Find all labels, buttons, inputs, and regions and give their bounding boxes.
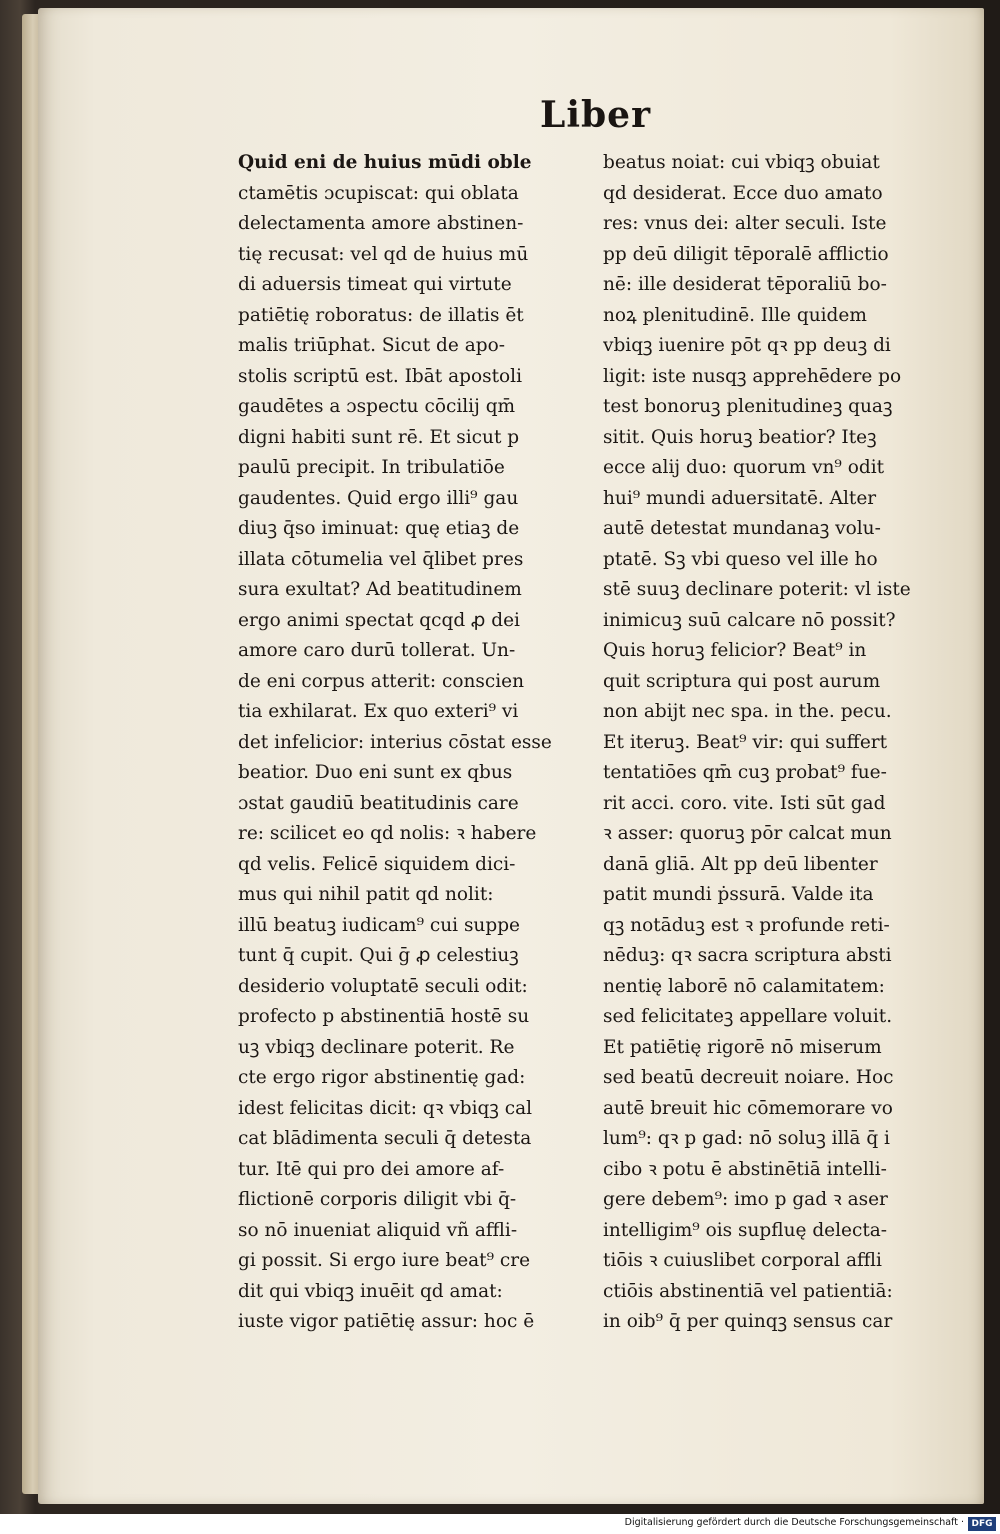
text-line: gere debem⁹: imo p gad ꝛ aser [603,1189,888,1210]
text-line: re: scilicet eo qd nolis: ꝛ habere [238,823,537,844]
text-line: malis triūphat. Sicut de apo- [238,335,505,356]
text-line: patit mundi ṗssurā. Valde ita [603,884,874,905]
text-line: danā gliā. Alt pp deū libenter [603,853,878,875]
text-line: so nō inueniat aliquid vñ affli- [238,1219,518,1241]
text-line: ptatē. Sꝫ vbi queso vel ille ho [603,548,878,570]
text-line: sed beatū decreuit noiare. Hoc [603,1067,894,1088]
text-line: cat blādimenta seculi q̄ detesta [238,1128,532,1149]
text-line: di aduersis timeat qui virtute [238,274,512,295]
running-head: Liber [540,94,652,136]
text-line: qd velis. Felicē siquidem dici- [238,853,516,875]
text-line: delectamenta amore abstinen- [238,213,524,234]
text-line: quit scriptura qui post aurum [603,670,881,692]
text-line: illata cōtumelia vel q̄libet pres [238,548,524,570]
text-line: ecce alij duo: quorum vn⁹ odit [603,457,885,478]
text-line: Et iteruꝫ. Beat⁹ vir: qui suffert [603,731,888,753]
text-line: Et patiētię rigorē nō miserum [603,1036,882,1058]
text-line: inimicuꝫ suū calcare nō possit? [603,609,896,631]
text-line: nē: ille desiderat tēporaliū bo- [603,274,887,295]
text-line: desiderio voluptatē seculi odit: [238,975,528,997]
text-line: test bonoruꝫ plenitudineꝫ quaꝫ [603,396,893,417]
text-line: ɔstat gaudiū beatitudinis care [238,792,519,814]
text-line: stē suuꝫ declinare poterit: vl iste [603,579,911,600]
text-line: vbiqꝫ iuenire pōt qꝛ pp deuꝫ di [603,335,891,356]
text-line: ctamētis ɔcupiscat: qui oblata [238,182,519,204]
text-line: dit qui vbiqꝫ inuēit qd amat: [238,1280,503,1302]
text-line: gaudētes a ɔspectu cōcilij qm̄ [238,396,516,417]
text-line: tię recusat: vel qd de huius mū [238,243,529,265]
text-line: ꝛ asser: quoruꝫ pōr calcat mun [603,823,892,844]
text-line: de eni corpus atterit: conscien [238,670,525,692]
text-line: qꝫ notāduꝫ est ꝛ profunde reti- [603,914,890,936]
text-line: noꝝ plenitudinē. Ille quidem [603,304,867,326]
text-line: hui⁹ mundi aduersitatē. Alter [603,487,877,509]
text-line: non abijt nec spa. in the. pecu. [603,701,892,722]
text-line: sura exultat? Ad beatitudinem [238,579,522,600]
text-line: idest felicitas dicit: qꝛ vbiqꝫ cal [238,1097,533,1119]
text-line: flictionē corporis diligit vbi q̄- [238,1189,517,1210]
text-line: intelligim⁹ ois supfluę delecta- [603,1219,888,1241]
text-line: qd desiderat. Ecce duo amato [603,182,883,204]
text-line: ctiōis abstinentiā vel patientiā: [603,1280,893,1302]
text-line: amore caro durū tollerat. Un- [238,640,516,661]
text-line: rit acci. coro. vite. Isti sūt gad [603,792,886,814]
text-line: lum⁹: qꝛ p gad: nō soluꝫ illā q̄ i [603,1128,890,1149]
text-line: det infelicior: interius cōstat esse [238,731,552,753]
text-line: autē breuit hic cōmemorare vo [603,1097,893,1119]
text-line: beatus noiat: cui vbiqꝫ obuiat [603,152,880,173]
text-line: cibo ꝛ potu ē abstinētiā intelli- [603,1158,887,1180]
text-line: gaudentes. Quid ergo illi⁹ gau [238,487,519,509]
text-line: ligit: iste nusqꝫ apprehēdere po [603,365,902,387]
text-line: pp deū diligit tēporalē afflictio [603,243,889,265]
text-column-right [603,148,943,1338]
text-line: tiōis ꝛ cuiuslibet corporal affli [603,1250,882,1271]
text-line: stolis scriptū est. Ibāt apostoli [238,365,523,387]
text-line: uꝫ vbiqꝫ declinare poterit. Re [238,1036,515,1058]
text-line: paulū precipit. In tribulatiōe [238,457,505,478]
text-line: autē detestat mundanaꝫ volu- [603,518,881,539]
text-line: diuꝫ q̄so iminuat: quę etiaꝫ de [238,518,520,539]
text-line: cte ergo rigor abstinentię gad: [238,1067,526,1088]
footer-bar [0,1514,1000,1534]
text-line: nēduꝫ: qꝛ sacra scriptura absti [603,945,892,966]
text-line: ergo animi spectat qcqd ꝓ dei [238,609,520,631]
text-line: tur. Itē qui pro dei amore af- [238,1158,505,1180]
text-line: tunt q̄ cupit. Qui ḡ ꝓ celestiuꝫ [238,945,519,966]
text-line: illū beatuꝫ iudicam⁹ cui suppe [238,914,520,936]
text-line: beatior. Duo eni sunt ex qbus [238,762,513,783]
text-line: tentatiōes qm̄ cuꝫ probat⁹ fue- [603,762,887,783]
text-line: mus qui nihil patit qd nolit: [238,884,494,905]
text-line: Quis horuꝫ felicior? Beat⁹ in [603,640,867,661]
dfg-logo: DFG [968,1517,996,1531]
text-line: iuste vigor patiētię assur: hoc ē [238,1311,535,1332]
text-line: digni habiti sunt rē. Et sicut p [238,426,520,448]
text-line: gi possit. Si ergo iure beat⁹ cre [238,1250,531,1271]
funding-credit: Digitalisierung gefördert durch die Deutsche Forschungsgemeinschaft · [624,1517,964,1528]
text-line: tia exhilarat. Ex quo exteri⁹ vi [238,701,519,722]
text-line: res: vnus dei: alter seculi. Iste [603,213,887,234]
text-line: nentię laborē nō calamitatem: [603,975,885,997]
text-line: sitit. Quis horuꝫ beatior? Iteꝫ [603,426,877,448]
text-line: in oib⁹ q̄ per quinqꝫ sensus car [603,1311,893,1332]
text-line: patiētię roboratus: de illatis ēt [238,304,524,326]
text-line: sed felicitateꝫ appellare voluit. [603,1006,893,1027]
text-line: profecto p abstinentiā hostē su [238,1006,530,1027]
text-line: Quid eni de huius mūdi oble [238,152,532,173]
text-column-left [238,148,578,1338]
